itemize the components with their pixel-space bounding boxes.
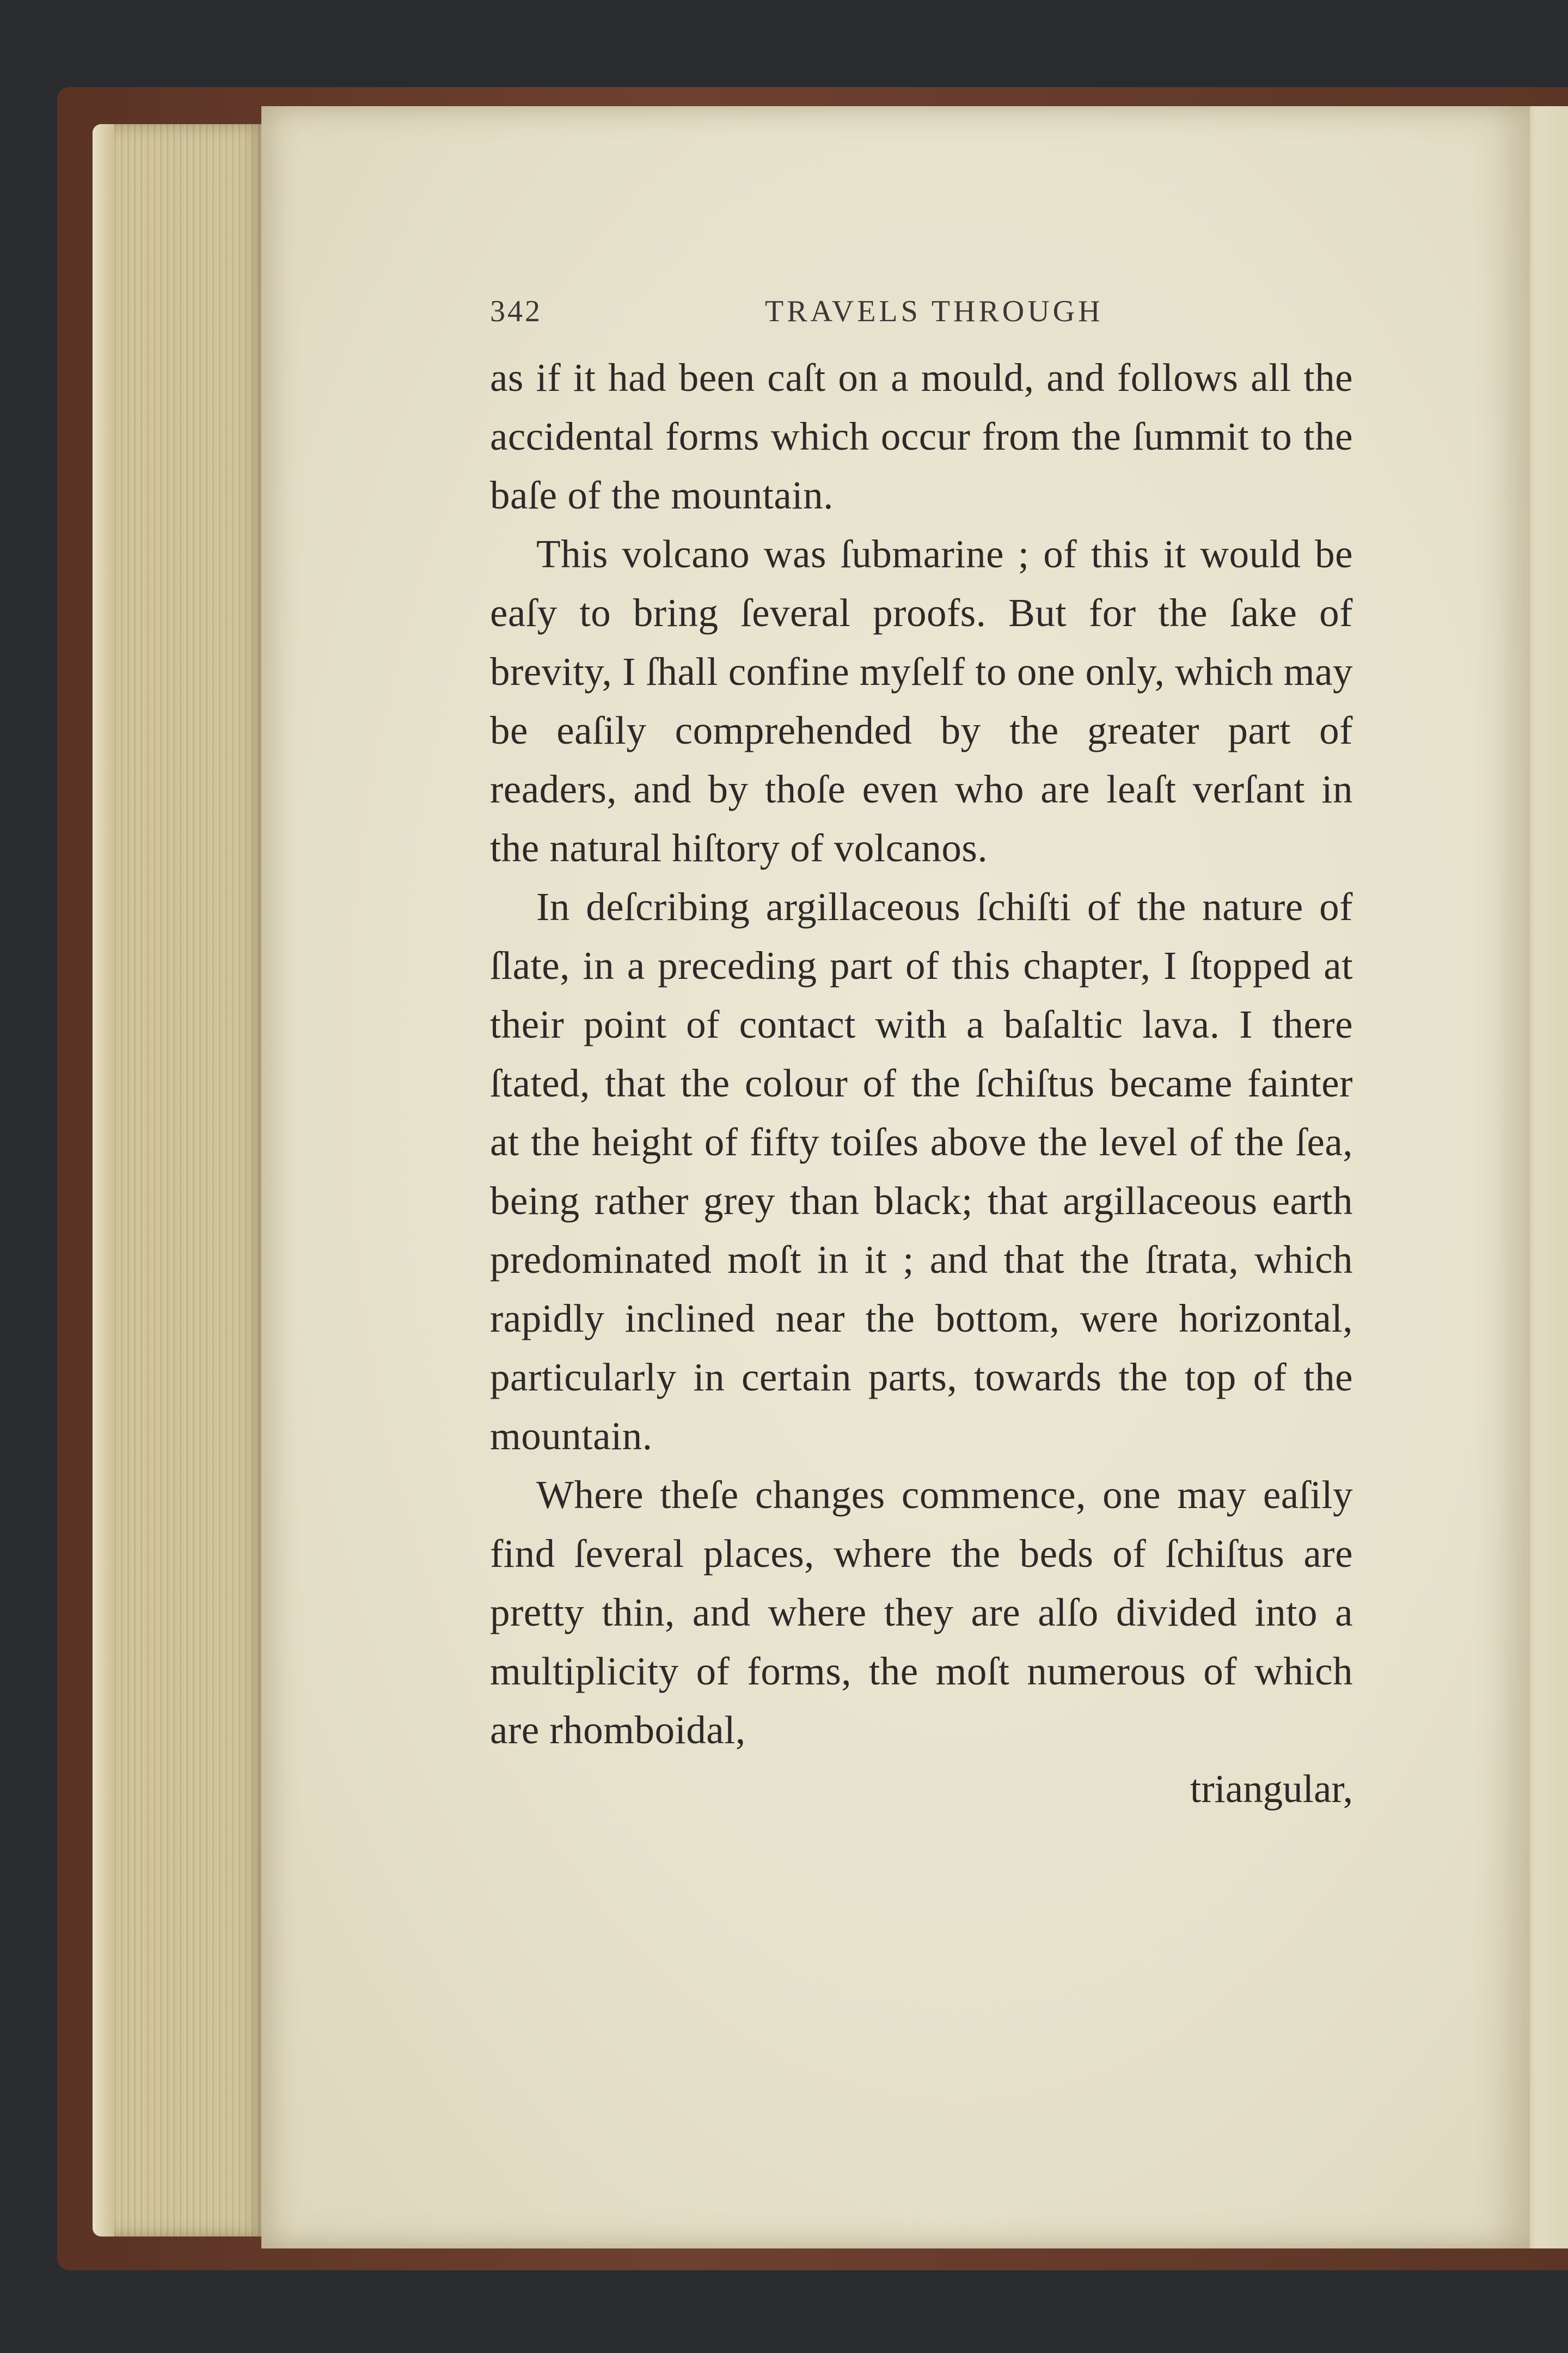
page-edges [93,124,267,2236]
body-text [490,348,1353,1760]
paragraph-4: Where theſe changes commence, one may eaſily find ſeveral places, where the beds of ſchiſtus are pretty thin, and where they are alſo divided into a multiplicity of forms, the moſt numerous of which are rhomboidal, [490,1473,1353,1752]
paragraph-3: In deſcribing argillaceous ſchiſti of the nature of ſlate, in a preceding part of this chapter, I ſtopped at their point of contact with a baſaltic lava. I there ſtated, that the colour of the ſchiſtus became fainter at the height of fifty toiſes above the level of the ſea, being rather grey than black; that argillaceous earth predominated moſt in it ; and that the ſtrata, which rapidly inclined near the bottom, were horizontal, particularly in certain parts, towards the top of the mountain. [490,885,1353,1458]
page-content [490,294,1353,1818]
running-head [490,294,1353,348]
running-title: TRAVELS THROUGH [765,295,1104,328]
paragraph-1: as if it had been caſt on a mould, and follows all the accidental forms which occur from the ſummit to the baſe of the mountain. [490,356,1353,517]
page-number: 342 [490,295,542,328]
catchword: triangular, [1190,1767,1353,1811]
paragraph-2: This volcano was ſubmarine ; of this it would be eaſy to bring ſeveral proofs. But for the ſake of brevity, I ſhall confine myſelf to one only, which may be eaſily comprehended by the greater part of readers, and by thoſe even who are leaſt verſant in the natural hiſtory of volcanos. [490,532,1353,870]
